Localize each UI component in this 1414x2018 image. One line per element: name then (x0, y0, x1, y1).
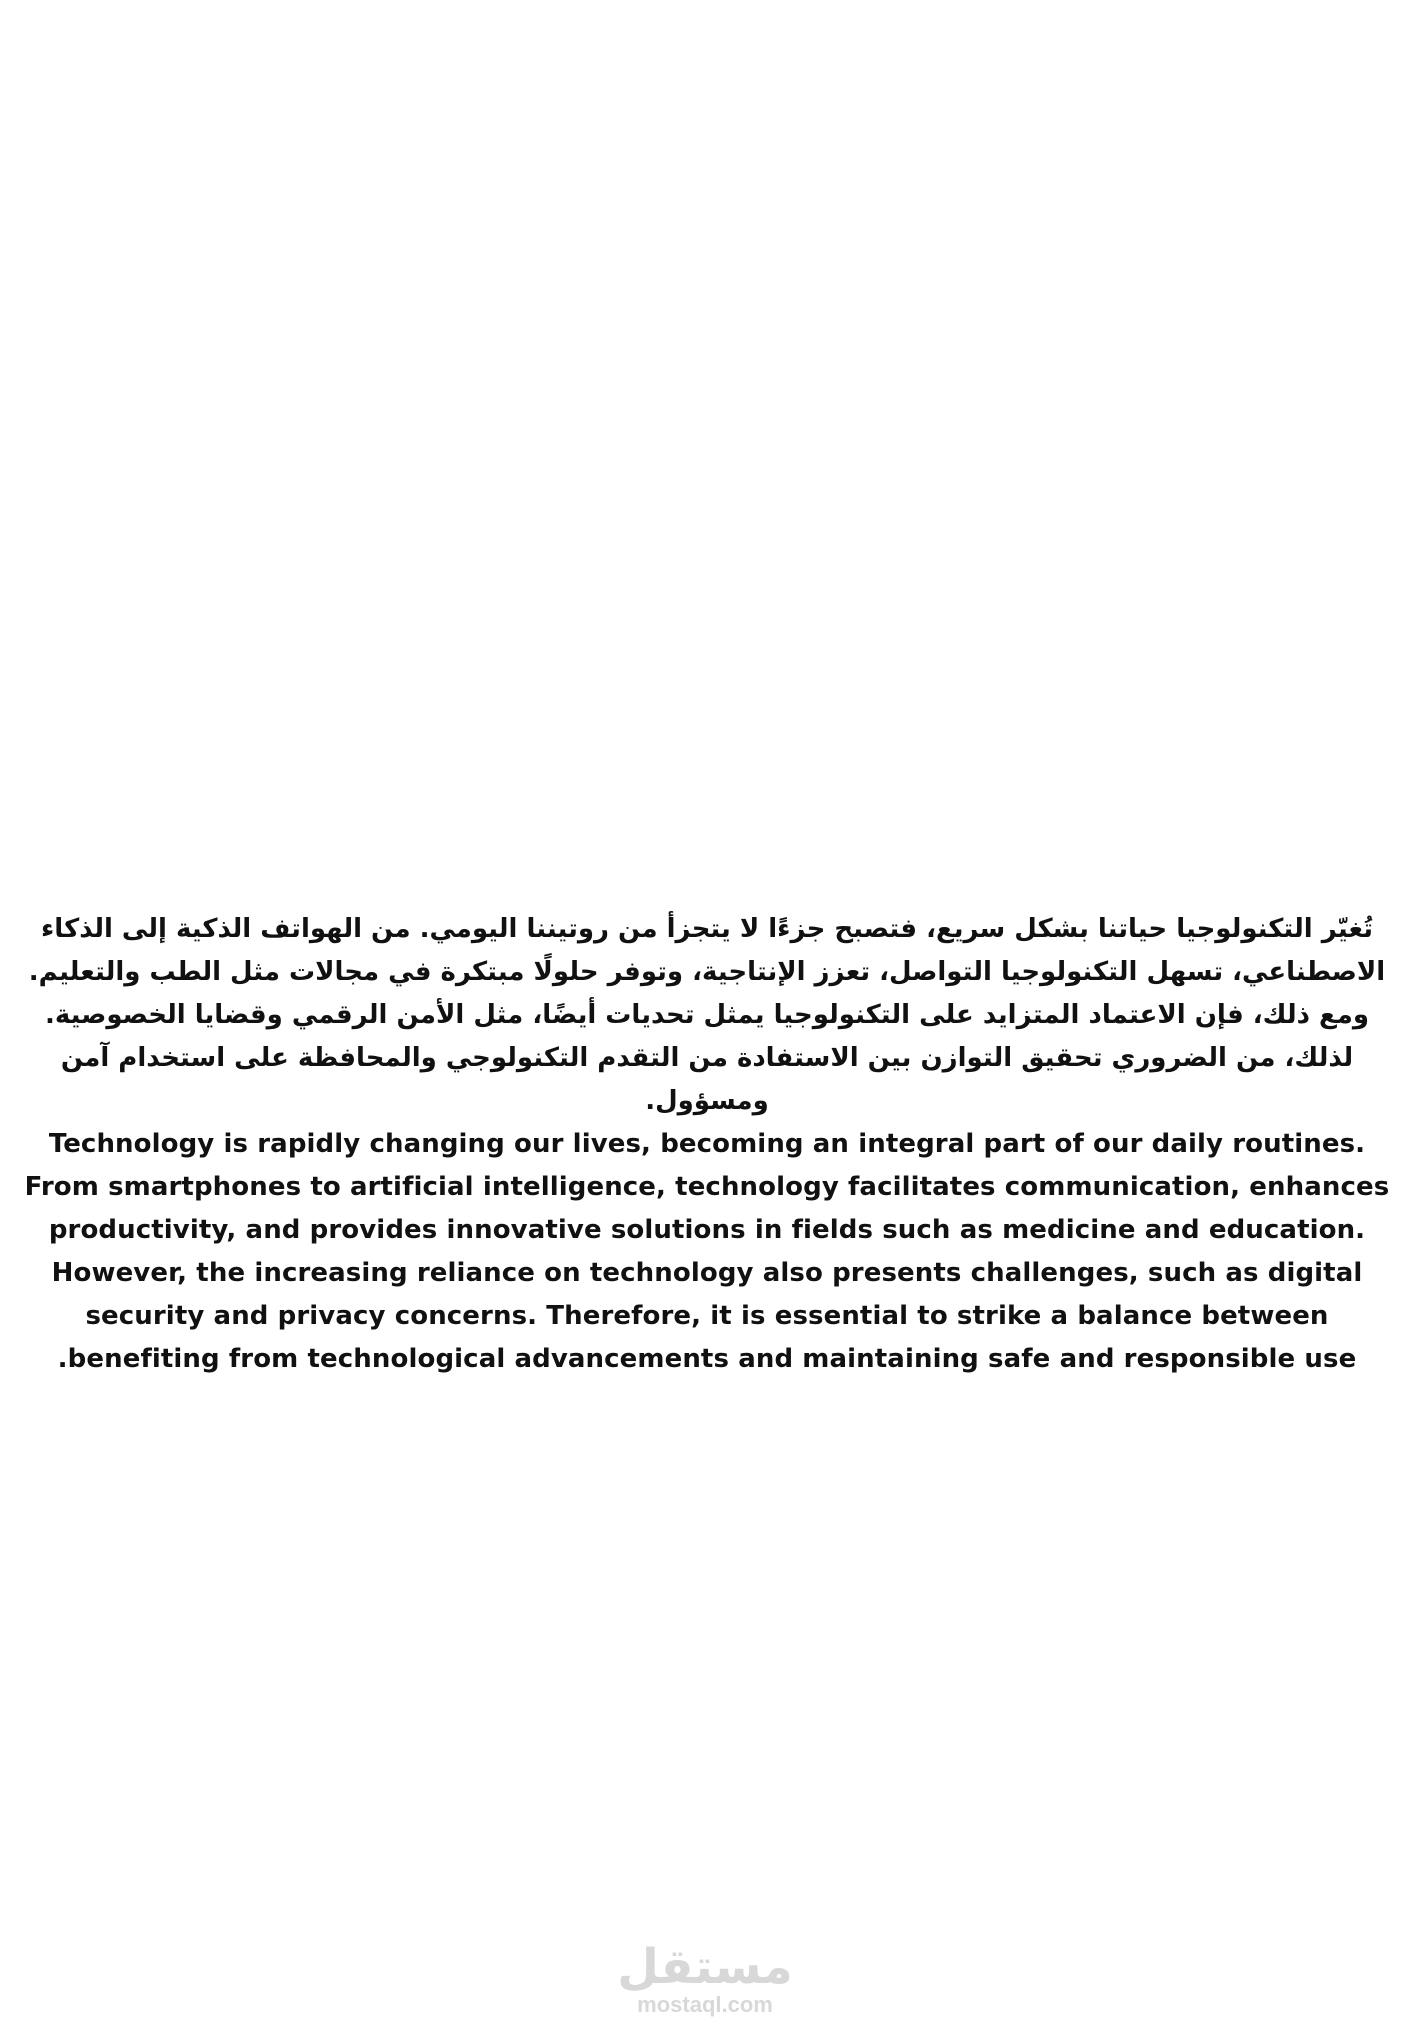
watermark-url: mostaql.com (637, 1992, 773, 2017)
document-body (14, 908, 1400, 1381)
english-paragraph: Technology is rapidly changing our lives, becoming an integral part of our daily routines. From smartphones to artificial intelligence, technology facilitates communication, enhances productivity, and provides innovative solutions in fields such as medicine and education. However, the increasing reliance on technology also presents challenges, such as digital security and privacy concerns. Therefore, it is essential to strike a balance between benefiting from technological advancements and maintaining safe and responsible use. (24, 1129, 1390, 1374)
watermark-logo: مستقل (617, 1939, 793, 1995)
mostaql-watermark (610, 1940, 800, 2018)
arabic-paragraph: تُغيّر التكنولوجيا حياتنا بشكل سريع، فتصبح جزءًا لا يتجزأ من روتيننا اليومي. من الهواتف الذكية إلى الذكاء الاصطناعي، تسهل التكنولوجيا التواصل، تعزز الإنتاجية، وتوفر حلولًا مبتكرة في مجالات مثل الطب والتعليم. ومع ذلك، فإن الاعتماد المتزايد على التكنولوجيا يمثل تحديات أيضًا، مثل الأمن الرقمي وقضايا الخصوصية. لذلك، من الضروري تحقيق التوازن بين الاستفادة من التقدم التكنولوجي والمحافظة على استخدام آمن ومسؤول. (28, 914, 1386, 1116)
